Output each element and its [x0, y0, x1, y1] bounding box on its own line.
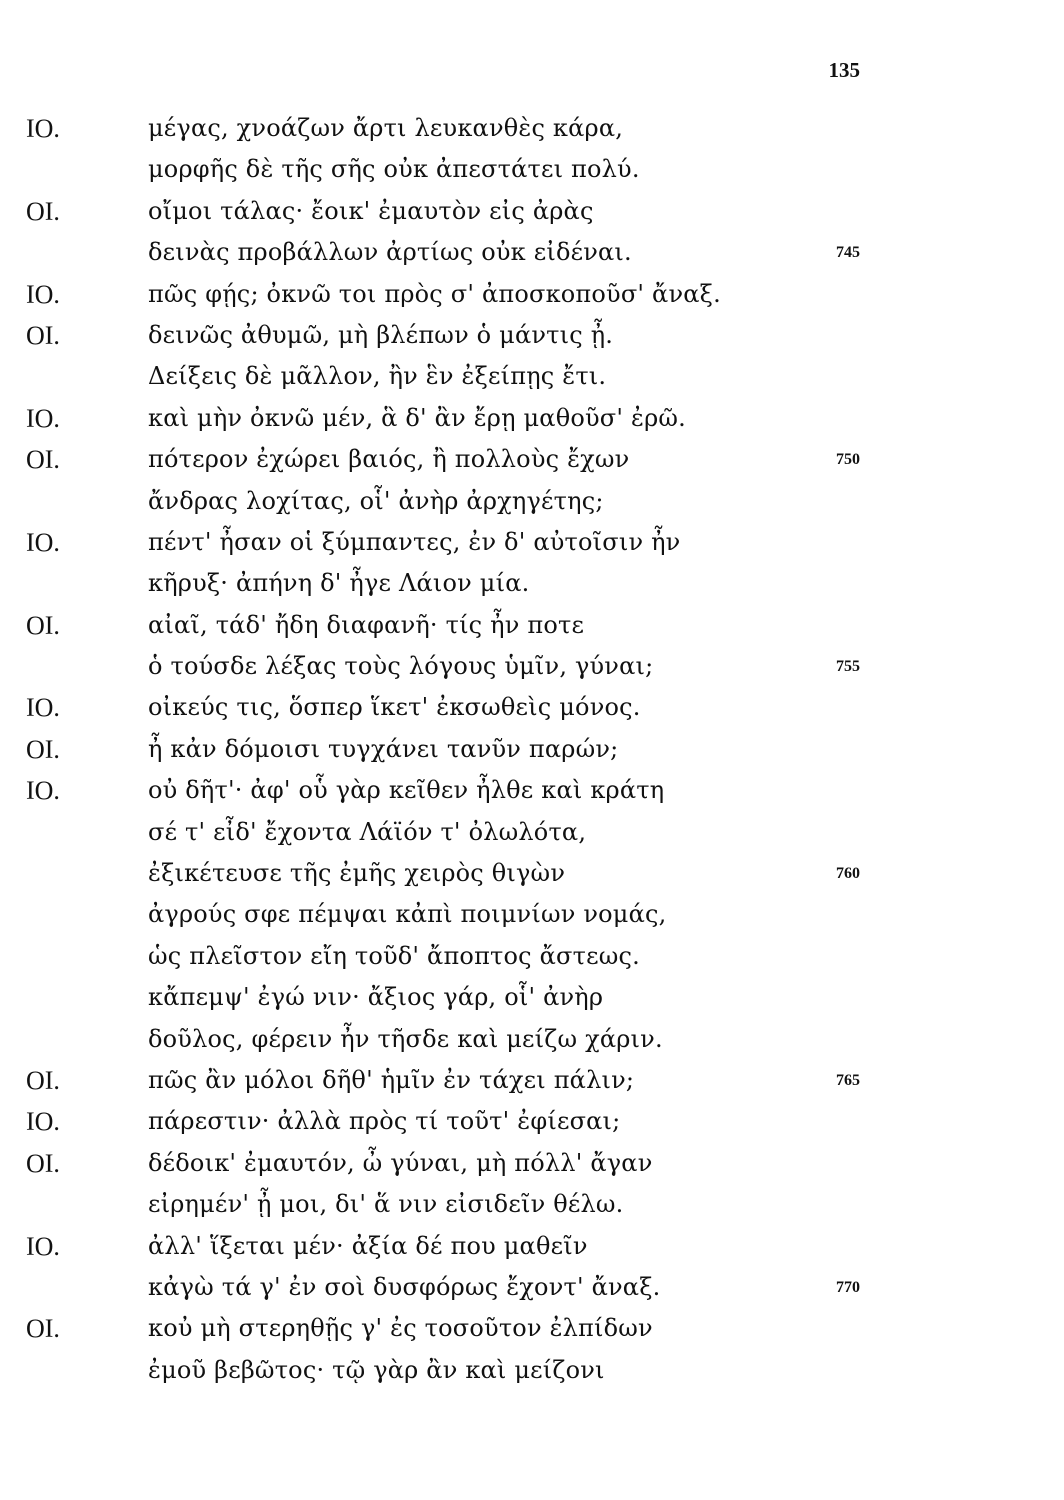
speaker-label: ΙΟ.: [26, 403, 60, 433]
verse-text: πῶς ἂν μόλοι δῆθ' ἡμῖν ἐν τάχει πάλιν;: [148, 1065, 635, 1094]
verse-line: [0, 563, 1064, 604]
verse-line: [0, 1226, 1064, 1267]
speaker-label: ΙΟ.: [26, 1107, 60, 1137]
verse-text: ἀγρούς σφε πέμψαι κἀπὶ ποιμνίων νομάς,: [148, 900, 667, 929]
verse-text: πέντ' ἦσαν οἱ ξύμπαντες, ἐν δ' αὐτοῖσιν ἦν: [148, 527, 681, 556]
speaker-label: ΙΟ.: [26, 527, 60, 557]
verse-text: ὡς πλεῖστον εἴη τοῦδ' ἄποπτος ἄστεως.: [148, 941, 640, 970]
speaker-label: ΙΟ.: [26, 114, 60, 143]
verse-text: καὶ μὴν ὀκνῶ μέν, ἃ δ' ἂν ἔρῃ μαθοῦσ' ἐρῶ.: [148, 403, 686, 432]
line-number: 770: [836, 1278, 860, 1296]
verse-line: [0, 191, 1064, 232]
verse-text: μέγας, χνοάζων ἄρτι λευκανθὲς κάρα,: [148, 114, 624, 142]
verse-text: κοὐ μὴ στερηθῇς γ' ἐς τοσοῦτον ἐλπίδων: [148, 1314, 653, 1343]
speaker-label: ΟΙ.: [26, 1314, 60, 1344]
verse-text: ἐξικέτευσε τῆς ἐμῆς χειρὸς θιγὼν: [148, 859, 566, 888]
line-number: 750: [836, 451, 860, 469]
verse-line: [0, 522, 1064, 563]
verse-text: ἄνδρας λοχίτας, οἷ' ἀνὴρ ἀρχηγέτης;: [148, 486, 604, 515]
verse-line: [0, 1350, 1064, 1391]
verse-line: [0, 1019, 1064, 1060]
line-number: 745: [836, 244, 860, 262]
verse-line: [0, 1267, 1064, 1308]
verse-line: [0, 812, 1064, 853]
verse-line: [0, 894, 1064, 935]
verse-line: [0, 1308, 1064, 1349]
line-number: 755: [836, 658, 860, 676]
verse-text: οἴμοι τάλας· ἔοικ' ἐμαυτὸν εἰς ἀρὰς: [148, 196, 594, 225]
verse-text: εἰρημέν' ᾖ μοι, δι' ἅ νιν εἰσιδεῖν θέλω.: [148, 1190, 624, 1219]
verse-line: [0, 1060, 1064, 1101]
verse-text: ὁ τούσδε λέξας τοὺς λόγους ὑμῖν, γύναι;: [148, 652, 654, 681]
verse-text: πῶς φῄς; ὀκνῶ τοι πρὸς σ' ἀποσκοποῦσ' ἄναξ.: [148, 279, 721, 308]
page-number: 135: [828, 58, 860, 82]
verse-line: [0, 1143, 1064, 1184]
verse-text: οἰκεύς τις, ὅσπερ ἵκετ' ἐκσωθεὶς μόνος.: [148, 693, 641, 722]
verse-text: δέδοικ' ἐμαυτόν, ὦ γύναι, μὴ πόλλ' ἄγαν: [148, 1148, 653, 1177]
verse-line: [0, 977, 1064, 1018]
verse-text: κἄπεμψ' ἐγώ νιν· ἄξιος γάρ, οἷ' ἀνὴρ: [148, 983, 604, 1012]
verse-line: [0, 232, 1064, 273]
verse-text: οὐ δῆτ'· ἀφ' οὗ γὰρ κεῖθεν ἦλθε καὶ κράτη: [148, 776, 665, 805]
speaker-label: ΙΟ.: [26, 693, 60, 723]
verse-text: σέ τ' εἶδ' ἔχοντα Λάϊόν τ' ὀλωλότα,: [148, 817, 587, 846]
verse-line: [0, 687, 1064, 728]
speaker-label: ΟΙ.: [26, 196, 60, 226]
verse-line: [0, 315, 1064, 356]
verse-text: μορφῆς δὲ τῆς σῆς οὐκ ἀπεστάτει πολύ.: [148, 155, 640, 184]
speaker-label: ΟΙ.: [26, 610, 60, 640]
speaker-label: ΟΙ.: [26, 734, 60, 764]
verse-text: αἰαῖ, τάδ' ἤδη διαφανῆ· τίς ἦν ποτε: [148, 610, 585, 639]
verse-line: [0, 1101, 1064, 1142]
verse-text: ἀλλ' ἵξεται μέν· ἀξία δέ που μαθεῖν: [148, 1231, 588, 1260]
verse-line: [0, 356, 1064, 397]
verse-line: [0, 646, 1064, 687]
verse-line: [0, 108, 1064, 149]
verse-line: [0, 398, 1064, 439]
verse-line: [0, 770, 1064, 811]
verse-line: [0, 1184, 1064, 1225]
verse-text: πάρεστιν· ἀλλὰ πρὸς τί τοῦτ' ἐφίεσαι;: [148, 1107, 621, 1136]
line-number: 760: [836, 865, 860, 883]
verse-line: [0, 149, 1064, 190]
verse-text: δεινὰς προβάλλων ἀρτίως οὐκ εἰδέναι.: [148, 238, 632, 267]
speaker-label: ΟΙ.: [26, 1148, 60, 1178]
verse-line: [0, 481, 1064, 522]
verse-text: δεινῶς ἀθυμῶ, μὴ βλέπων ὁ μάντις ᾖ.: [148, 320, 614, 349]
verse-text: πότερον ἐχώρει βαιός, ἢ πολλοὺς ἔχων: [148, 445, 630, 474]
speaker-label: ΙΟ.: [26, 1231, 60, 1261]
verse-text: κῆρυξ· ἀπήνη δ' ἦγε Λάιον μία.: [148, 569, 530, 598]
speaker-label: ΙΟ.: [26, 279, 60, 309]
verse-line: [0, 605, 1064, 646]
speaker-label: ΟΙ.: [26, 445, 60, 475]
speaker-label: ΙΟ.: [26, 776, 60, 806]
verse-text: κἀγὼ τά γ' ἐν σοὶ δυσφόρως ἔχοντ' ἄναξ.: [148, 1272, 661, 1301]
verse-text: δοῦλος, φέρειν ἦν τῆσδε καὶ μείζω χάριν.: [148, 1024, 663, 1053]
speaker-label: ΟΙ.: [26, 320, 60, 350]
verse-text: ἦ κἀν δόμοισι τυγχάνει τανῦν παρών;: [148, 734, 619, 763]
verse-line: [0, 439, 1064, 480]
verse-block: [0, 108, 1064, 1391]
line-number: 765: [836, 1071, 860, 1089]
verse-line: [0, 274, 1064, 315]
verse-text: Δείξεις δὲ μᾶλλον, ἢν ἓν ἐξείπῃς ἔτι.: [148, 362, 607, 391]
verse-line: [0, 853, 1064, 894]
verse-line: [0, 936, 1064, 977]
verse-text: ἐμοῦ βεβῶτος· τῷ γὰρ ἂν καὶ μείζονι: [148, 1355, 605, 1384]
speaker-label: ΟΙ.: [26, 1065, 60, 1095]
verse-line: [0, 729, 1064, 770]
